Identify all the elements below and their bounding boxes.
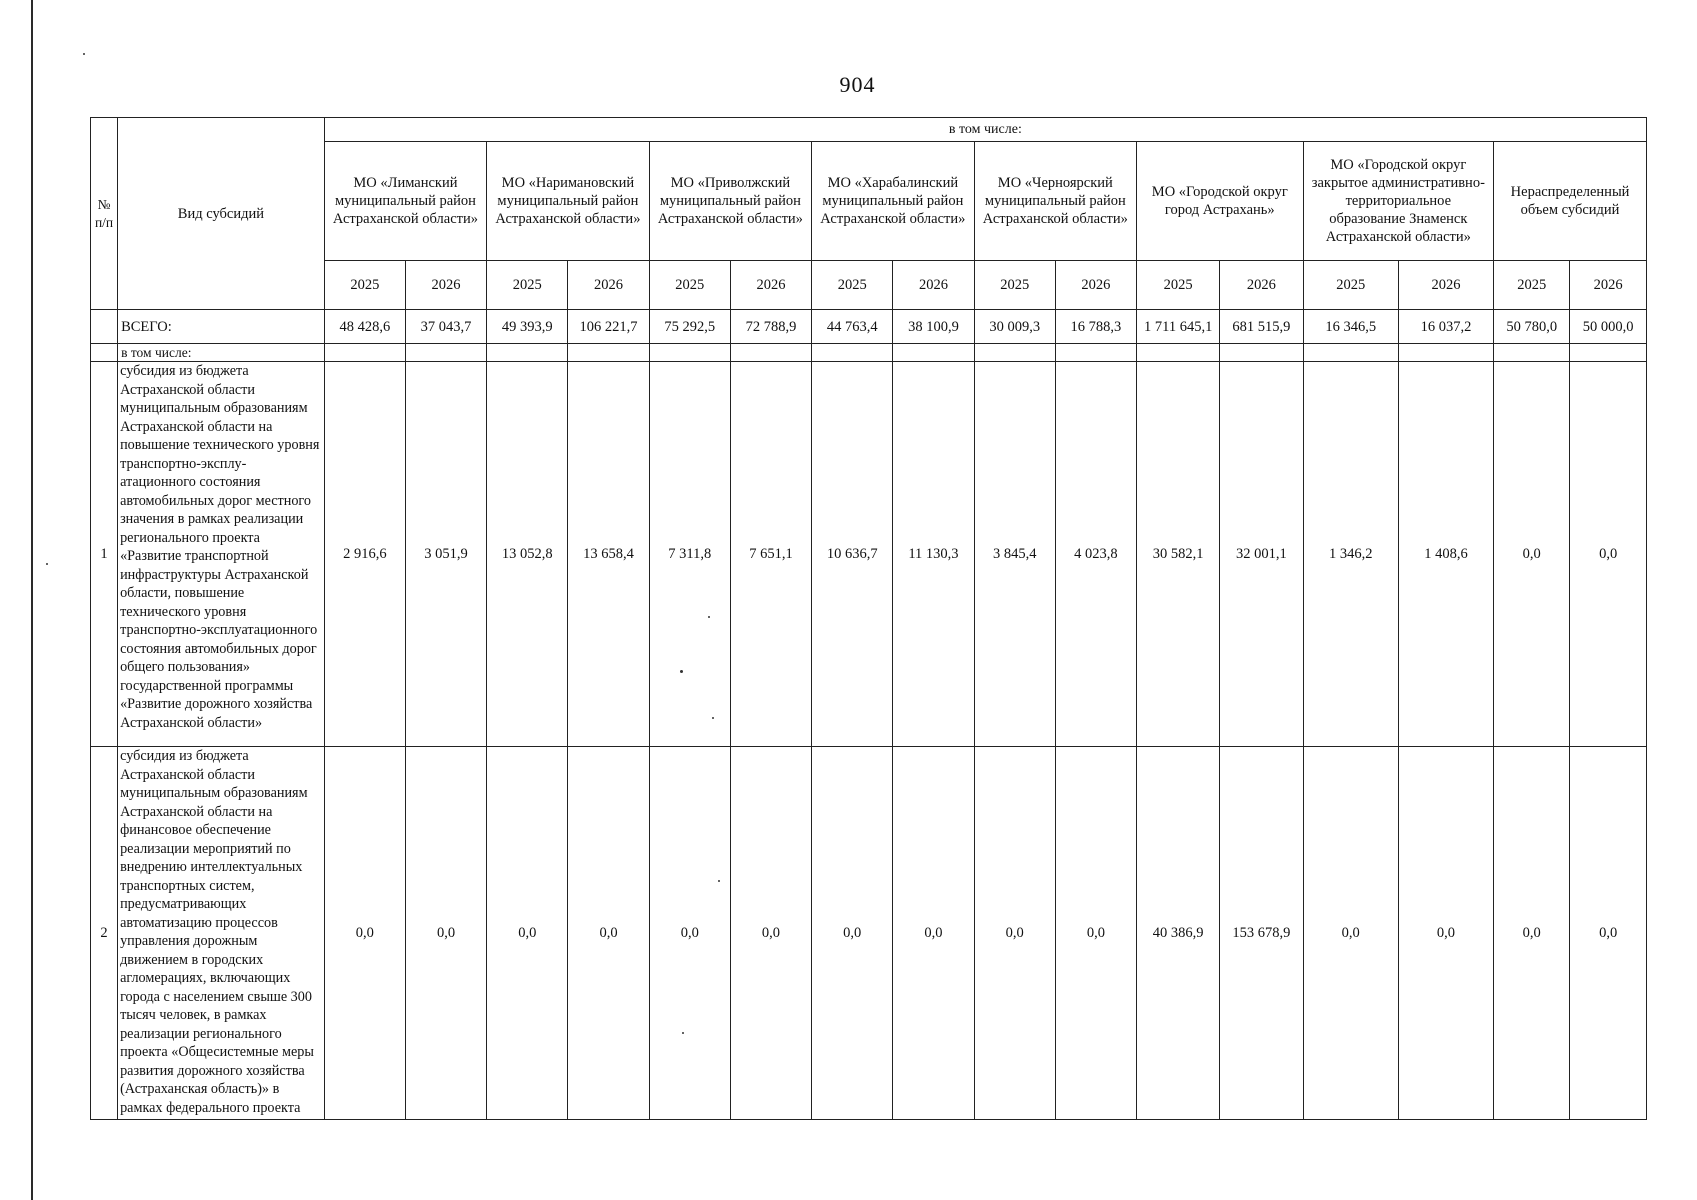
total-value: 16 788,3 bbox=[1055, 310, 1136, 344]
year-header: 2026 bbox=[568, 261, 649, 310]
year-header: 2026 bbox=[1055, 261, 1136, 310]
scan-speck bbox=[712, 717, 714, 719]
table-row bbox=[91, 362, 1647, 747]
scan-speck bbox=[83, 53, 85, 55]
row-value: 30 582,1 bbox=[1137, 362, 1220, 747]
binding-edge-line bbox=[31, 0, 33, 1200]
year-header: 2025 bbox=[1494, 261, 1570, 310]
row-value: 0,0 bbox=[1398, 747, 1493, 1120]
header-mo-privolzhsky: МО «Приволжский муниципальный район Астраханской области» bbox=[649, 142, 811, 261]
header-mo-narimanovsky: МО «Наримановский муниципальный район Астраханской области» bbox=[487, 142, 649, 261]
row-value: 0,0 bbox=[812, 747, 893, 1120]
year-header: 2025 bbox=[487, 261, 568, 310]
row-value: 7 651,1 bbox=[730, 362, 811, 747]
total-value: 38 100,9 bbox=[893, 310, 974, 344]
year-header: 2026 bbox=[730, 261, 811, 310]
total-value: 30 009,3 bbox=[974, 310, 1055, 344]
total-row bbox=[91, 310, 1647, 344]
scan-speck bbox=[46, 563, 48, 565]
row-value: 0,0 bbox=[1570, 747, 1647, 1120]
empty-cell bbox=[1494, 344, 1570, 362]
row-value: 0,0 bbox=[1303, 747, 1398, 1120]
row-value: 13 658,4 bbox=[568, 362, 649, 747]
year-header: 2026 bbox=[405, 261, 486, 310]
total-value: 50 000,0 bbox=[1570, 310, 1647, 344]
row-value: 0,0 bbox=[730, 747, 811, 1120]
row-value: 32 001,1 bbox=[1220, 362, 1303, 747]
table-row bbox=[91, 747, 1647, 1120]
subsidies-table bbox=[90, 117, 1647, 1120]
year-header: 2025 bbox=[1303, 261, 1398, 310]
row-value: 0,0 bbox=[1570, 362, 1647, 747]
empty-cell bbox=[405, 344, 486, 362]
empty-cell bbox=[568, 344, 649, 362]
row-value: 11 130,3 bbox=[893, 362, 974, 747]
header-kind-col: Вид субсидий bbox=[118, 118, 325, 310]
total-value: 44 763,4 bbox=[812, 310, 893, 344]
year-header: 2025 bbox=[1137, 261, 1220, 310]
total-value: 106 221,7 bbox=[568, 310, 649, 344]
header-num-col: № п/п bbox=[91, 118, 118, 310]
empty-cell bbox=[1398, 344, 1493, 362]
year-header: 2026 bbox=[893, 261, 974, 310]
row-value: 1 346,2 bbox=[1303, 362, 1398, 747]
row-value: 4 023,8 bbox=[1055, 362, 1136, 747]
header-mo-astrakhan-city: МО «Городской округ город Астрахань» bbox=[1137, 142, 1304, 261]
row-value: 13 052,8 bbox=[487, 362, 568, 747]
year-header: 2025 bbox=[324, 261, 405, 310]
header-mo-znamensk: МО «Городской округ закрытое административно-территориальное образование Знаменск Астраханской области» bbox=[1303, 142, 1494, 261]
header-unallocated: Нераспределенный объем субсидий bbox=[1494, 142, 1647, 261]
scan-speck bbox=[682, 1032, 684, 1034]
scan-speck bbox=[680, 670, 683, 673]
row-description: субсидия из бюджета Астраханской области муниципальным образованиям Астраханской области на повышение технического уровня транспортно-эксплу-атационного состояния автомобильных дорог местного значения в рамках реализации регионального проекта «Развитие транспортной инфраструктуры Астраханской области, повышение технического уровня транспортно-эксплуатационного состояния автомобильных дорог общего пользования» государственной программы «Развитие дорожного хозяйства Астраханской области» bbox=[118, 362, 325, 747]
total-value: 48 428,6 bbox=[324, 310, 405, 344]
total-value: 681 515,9 bbox=[1220, 310, 1303, 344]
total-label: ВСЕГО: bbox=[118, 310, 325, 344]
row-value: 2 916,6 bbox=[324, 362, 405, 747]
empty-cell bbox=[324, 344, 405, 362]
row-value: 40 386,9 bbox=[1137, 747, 1220, 1120]
empty-cell bbox=[649, 344, 730, 362]
row-value: 0,0 bbox=[893, 747, 974, 1120]
row-value: 0,0 bbox=[405, 747, 486, 1120]
row-value: 0,0 bbox=[1494, 362, 1570, 747]
empty-cell bbox=[1220, 344, 1303, 362]
total-num-cell bbox=[91, 310, 118, 344]
empty-cell bbox=[974, 344, 1055, 362]
empty-cell bbox=[1570, 344, 1647, 362]
row-value: 0,0 bbox=[649, 747, 730, 1120]
row-value: 0,0 bbox=[568, 747, 649, 1120]
including-row bbox=[91, 344, 1647, 362]
row-value: 3 845,4 bbox=[974, 362, 1055, 747]
page-number: 904 bbox=[839, 72, 876, 97]
row-value: 3 051,9 bbox=[405, 362, 486, 747]
total-value: 50 780,0 bbox=[1494, 310, 1570, 344]
total-value: 72 788,9 bbox=[730, 310, 811, 344]
total-value: 49 393,9 bbox=[487, 310, 568, 344]
empty-cell bbox=[1055, 344, 1136, 362]
year-header: 2025 bbox=[974, 261, 1055, 310]
total-value: 75 292,5 bbox=[649, 310, 730, 344]
row-value: 153 678,9 bbox=[1220, 747, 1303, 1120]
row-value: 1 408,6 bbox=[1398, 362, 1493, 747]
scan-speck bbox=[718, 880, 720, 882]
header-including: в том числе: bbox=[324, 118, 1646, 142]
scan-speck bbox=[708, 616, 710, 618]
header-row-including bbox=[91, 118, 1647, 142]
year-header: 2026 bbox=[1220, 261, 1303, 310]
header-mo-limansky: МО «Лиманский муниципальный район Астраханской области» bbox=[324, 142, 486, 261]
header-mo-chernoyarsky: МО «Черноярский муниципальный район Астраханской области» bbox=[974, 142, 1136, 261]
year-header: 2025 bbox=[649, 261, 730, 310]
year-header: 2026 bbox=[1398, 261, 1493, 310]
year-header: 2026 bbox=[1570, 261, 1647, 310]
empty-cell bbox=[1303, 344, 1398, 362]
row-value: 7 311,8 bbox=[649, 362, 730, 747]
total-value: 1 711 645,1 bbox=[1137, 310, 1220, 344]
row-number: 2 bbox=[91, 747, 118, 1120]
including-label: в том числе: bbox=[118, 344, 325, 362]
total-value: 37 043,7 bbox=[405, 310, 486, 344]
total-value: 16 346,5 bbox=[1303, 310, 1398, 344]
total-value: 16 037,2 bbox=[1398, 310, 1493, 344]
row-number: 1 bbox=[91, 362, 118, 747]
empty-cell bbox=[1137, 344, 1220, 362]
year-header: 2025 bbox=[812, 261, 893, 310]
row-description: субсидия из бюджета Астраханской области муниципальным образованиям Астраханской области на финансовое обеспечение реализации мероприятий по внедрению интеллектуальных транспортных систем, предусматривающих автоматизацию процессов управления дорожным движением в городских агломерациях, включающих города с населением свыше 300 тысяч человек, в рамках реализации регионального проекта «Общесистемные меры развития дорожного хозяйства (Астраханская область)» в рамках федерального проекта bbox=[118, 747, 325, 1120]
row-value: 0,0 bbox=[324, 747, 405, 1120]
header-row-years bbox=[91, 261, 1647, 310]
header-mo-kharabalinsky: МО «Харабалинский муниципальный район Астраханской области» bbox=[812, 142, 974, 261]
row-value: 10 636,7 bbox=[812, 362, 893, 747]
empty-cell bbox=[487, 344, 568, 362]
row-value: 0,0 bbox=[487, 747, 568, 1120]
row-value: 0,0 bbox=[1055, 747, 1136, 1120]
empty-cell bbox=[91, 344, 118, 362]
header-row-municipalities bbox=[91, 142, 1647, 261]
empty-cell bbox=[730, 344, 811, 362]
empty-cell bbox=[812, 344, 893, 362]
empty-cell bbox=[893, 344, 974, 362]
row-value: 0,0 bbox=[974, 747, 1055, 1120]
row-value: 0,0 bbox=[1494, 747, 1570, 1120]
